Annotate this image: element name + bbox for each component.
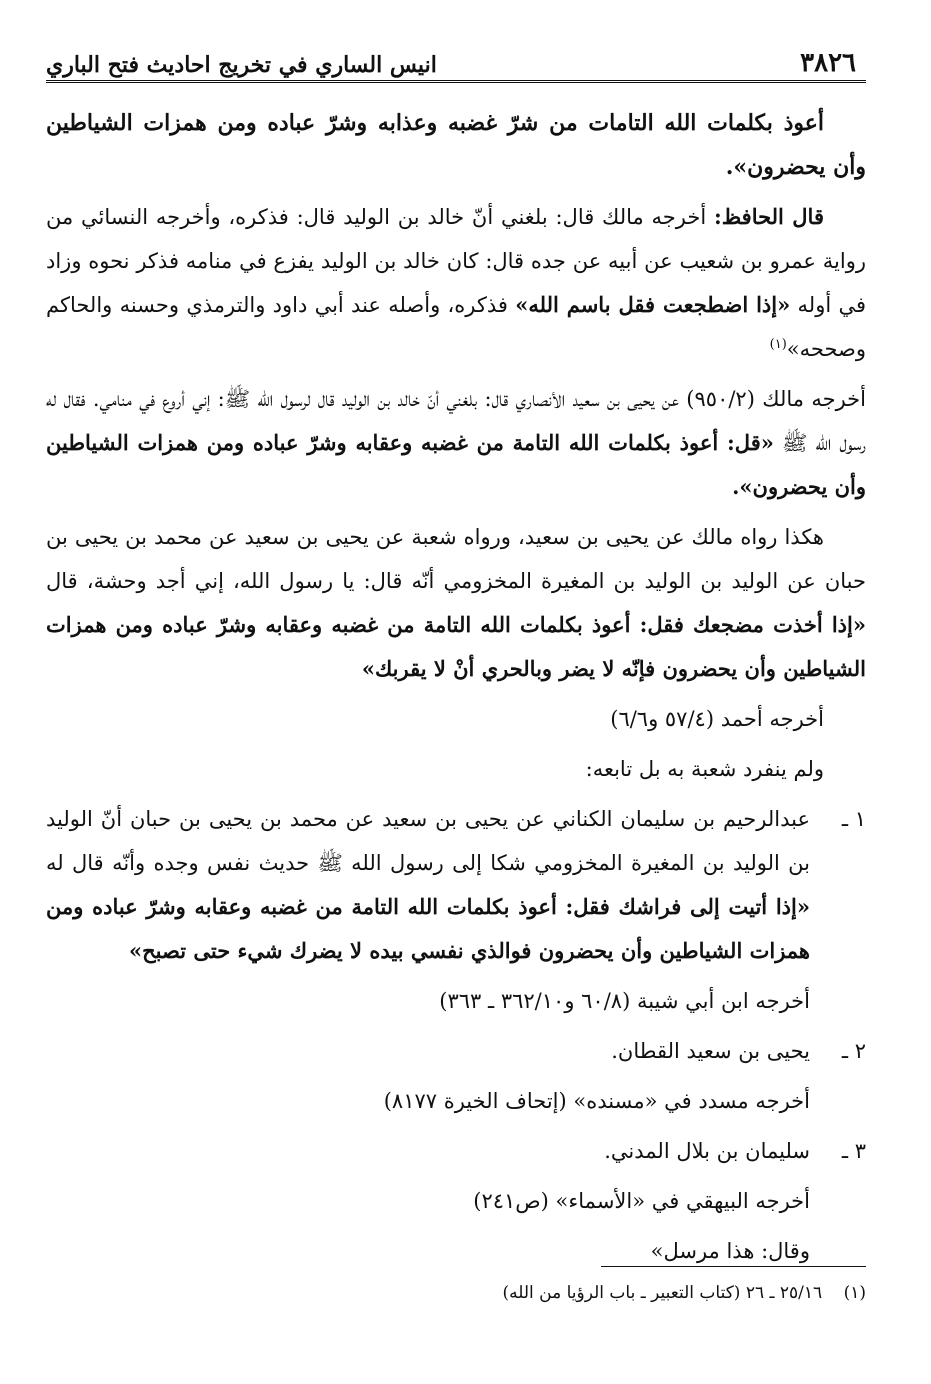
list-item (46, 1129, 866, 1173)
item-number: ٣ ـ (841, 1139, 866, 1163)
item-number: ١ ـ (841, 807, 866, 831)
item-narrator: عبدالرحيم بن سليمان الكناني عن يحيى بن سعيد عن محمد بن يحيى بن حبان أنّ الوليد بن الوليد بن المغيرة المخزومي شكا إلى رسول الله ﷺ حديث نفس وجده وأنّه قال له (46, 807, 810, 875)
item-remark: وقال: هذا مرسل» (650, 1239, 810, 1263)
footnote-mark: (١) (843, 1283, 866, 1303)
item-citation: أخرجه البيهقي في «الأسماء» (ص٢٤١) (473, 1189, 810, 1213)
footnote (502, 1280, 866, 1306)
page-header (46, 34, 866, 83)
follow-up-line: ولم ينفرد شعبة به بل تابعه: (585, 757, 824, 781)
item-citation: أخرجه مسدد في «مسنده» (إتحاف الخيرة ٨١٧٧) (383, 1089, 810, 1113)
paragraph-text: فذكره، وأصله عند أبي داود والترمذي وحسنه والحاكم وصححه» (46, 293, 866, 361)
page-number: ٣٨٢٦ (800, 48, 856, 78)
footnote-divider (601, 1266, 866, 1267)
lead-paragraph: أعوذ بكلمات الله التامات من شرّ غضبه وعذابه وشرّ عباده ومن همزات الشياطين وأن يحضرون». (46, 110, 866, 180)
item-narrator: يحيى بن سعيد القطان. (611, 1039, 810, 1063)
citation-ahmad: أخرجه أحمد (٥٧/٤ و٦/٦) (610, 707, 824, 731)
list-item (46, 797, 866, 973)
footnote-reference: (١) (769, 337, 787, 352)
item-number: ٢ ـ (841, 1039, 866, 1063)
hadith-quote: «إذا اضطجعت فقل باسم الله» (515, 292, 791, 317)
paragraph-hafiz (46, 195, 866, 371)
page-body (46, 101, 866, 1273)
item-citation: أخرجه ابن أبي شيبة (٦٠/٨ و٣٦٢/١٠ ـ ٣٦٣) (439, 989, 810, 1013)
hafiz-label: قال الحافظ: (713, 204, 824, 229)
footnote-text: ٢٥/١٦ ـ ٢٦ (كتاب التعبير ـ باب الرؤيا من الله) (502, 1283, 823, 1303)
hadith-quote: «إذا أتيت إلى فراشك فقل: أعوذ بكلمات الله التامة من غضبه وعقابه وشرّ عباده ومن همزات الشياطين وأن يحضرون فوالذي نفسي بيده لا يضرك شيء حتى تصبح» (46, 894, 810, 963)
paragraph-text: أخرجه مالك قال: بلغني أنّ خالد بن الوليد قال: فذكره، وأخرجه النسائي من رواية عمرو بن شعيب عن أبيه عن جده قال: كان خالد بن الوليد يفزع في منامه فذكر نحوه وزاد في أوله (46, 205, 866, 317)
item-narrator: سليمان بن بلال المدني. (604, 1139, 810, 1163)
paragraph-text: أخرجه مالك (٩٥٠/٢) عن يحيى بن سعيد الأنصاري قال: بلغني أنّ خالد بن الوليد قال لرسول الله ﷺ: إني أروع في منامي. فقال له رسول الله ﷺ (46, 387, 866, 455)
paragraph-text: هكذا رواه مالك عن يحيى بن سعيد، ورواه شعبة عن يحيى بن سعيد عن محمد بن يحيى بن حبان عن الوليد بن الوليد بن المغيرة المخزومي أنّه قال: يا رسول الله، إني أجد وحشة، قال (46, 525, 866, 593)
hadith-quote: «قل: أعوذ بكلمات الله التامة من غضبه وعقابه وشرّ عباده ومن همزات الشياطين وأن يحضرون». (46, 430, 866, 499)
running-title: انيس الساري في تخريج احاديث فتح الباري (46, 52, 437, 78)
list-item (46, 1029, 866, 1073)
hadith-quote: «إذا أخذت مضجعك فقل: أعوذ بكلمات الله التامة من غضبه وعقابه وشرّ عباده ومن همزات الشياطين وأن يحضرون فإنّه لا يضر وبالحري أنْ لا يقربك» (46, 612, 866, 681)
document-page (46, 34, 866, 1364)
item-text (46, 797, 810, 973)
paragraph-shuba (46, 515, 866, 691)
paragraph-malik (46, 377, 866, 509)
